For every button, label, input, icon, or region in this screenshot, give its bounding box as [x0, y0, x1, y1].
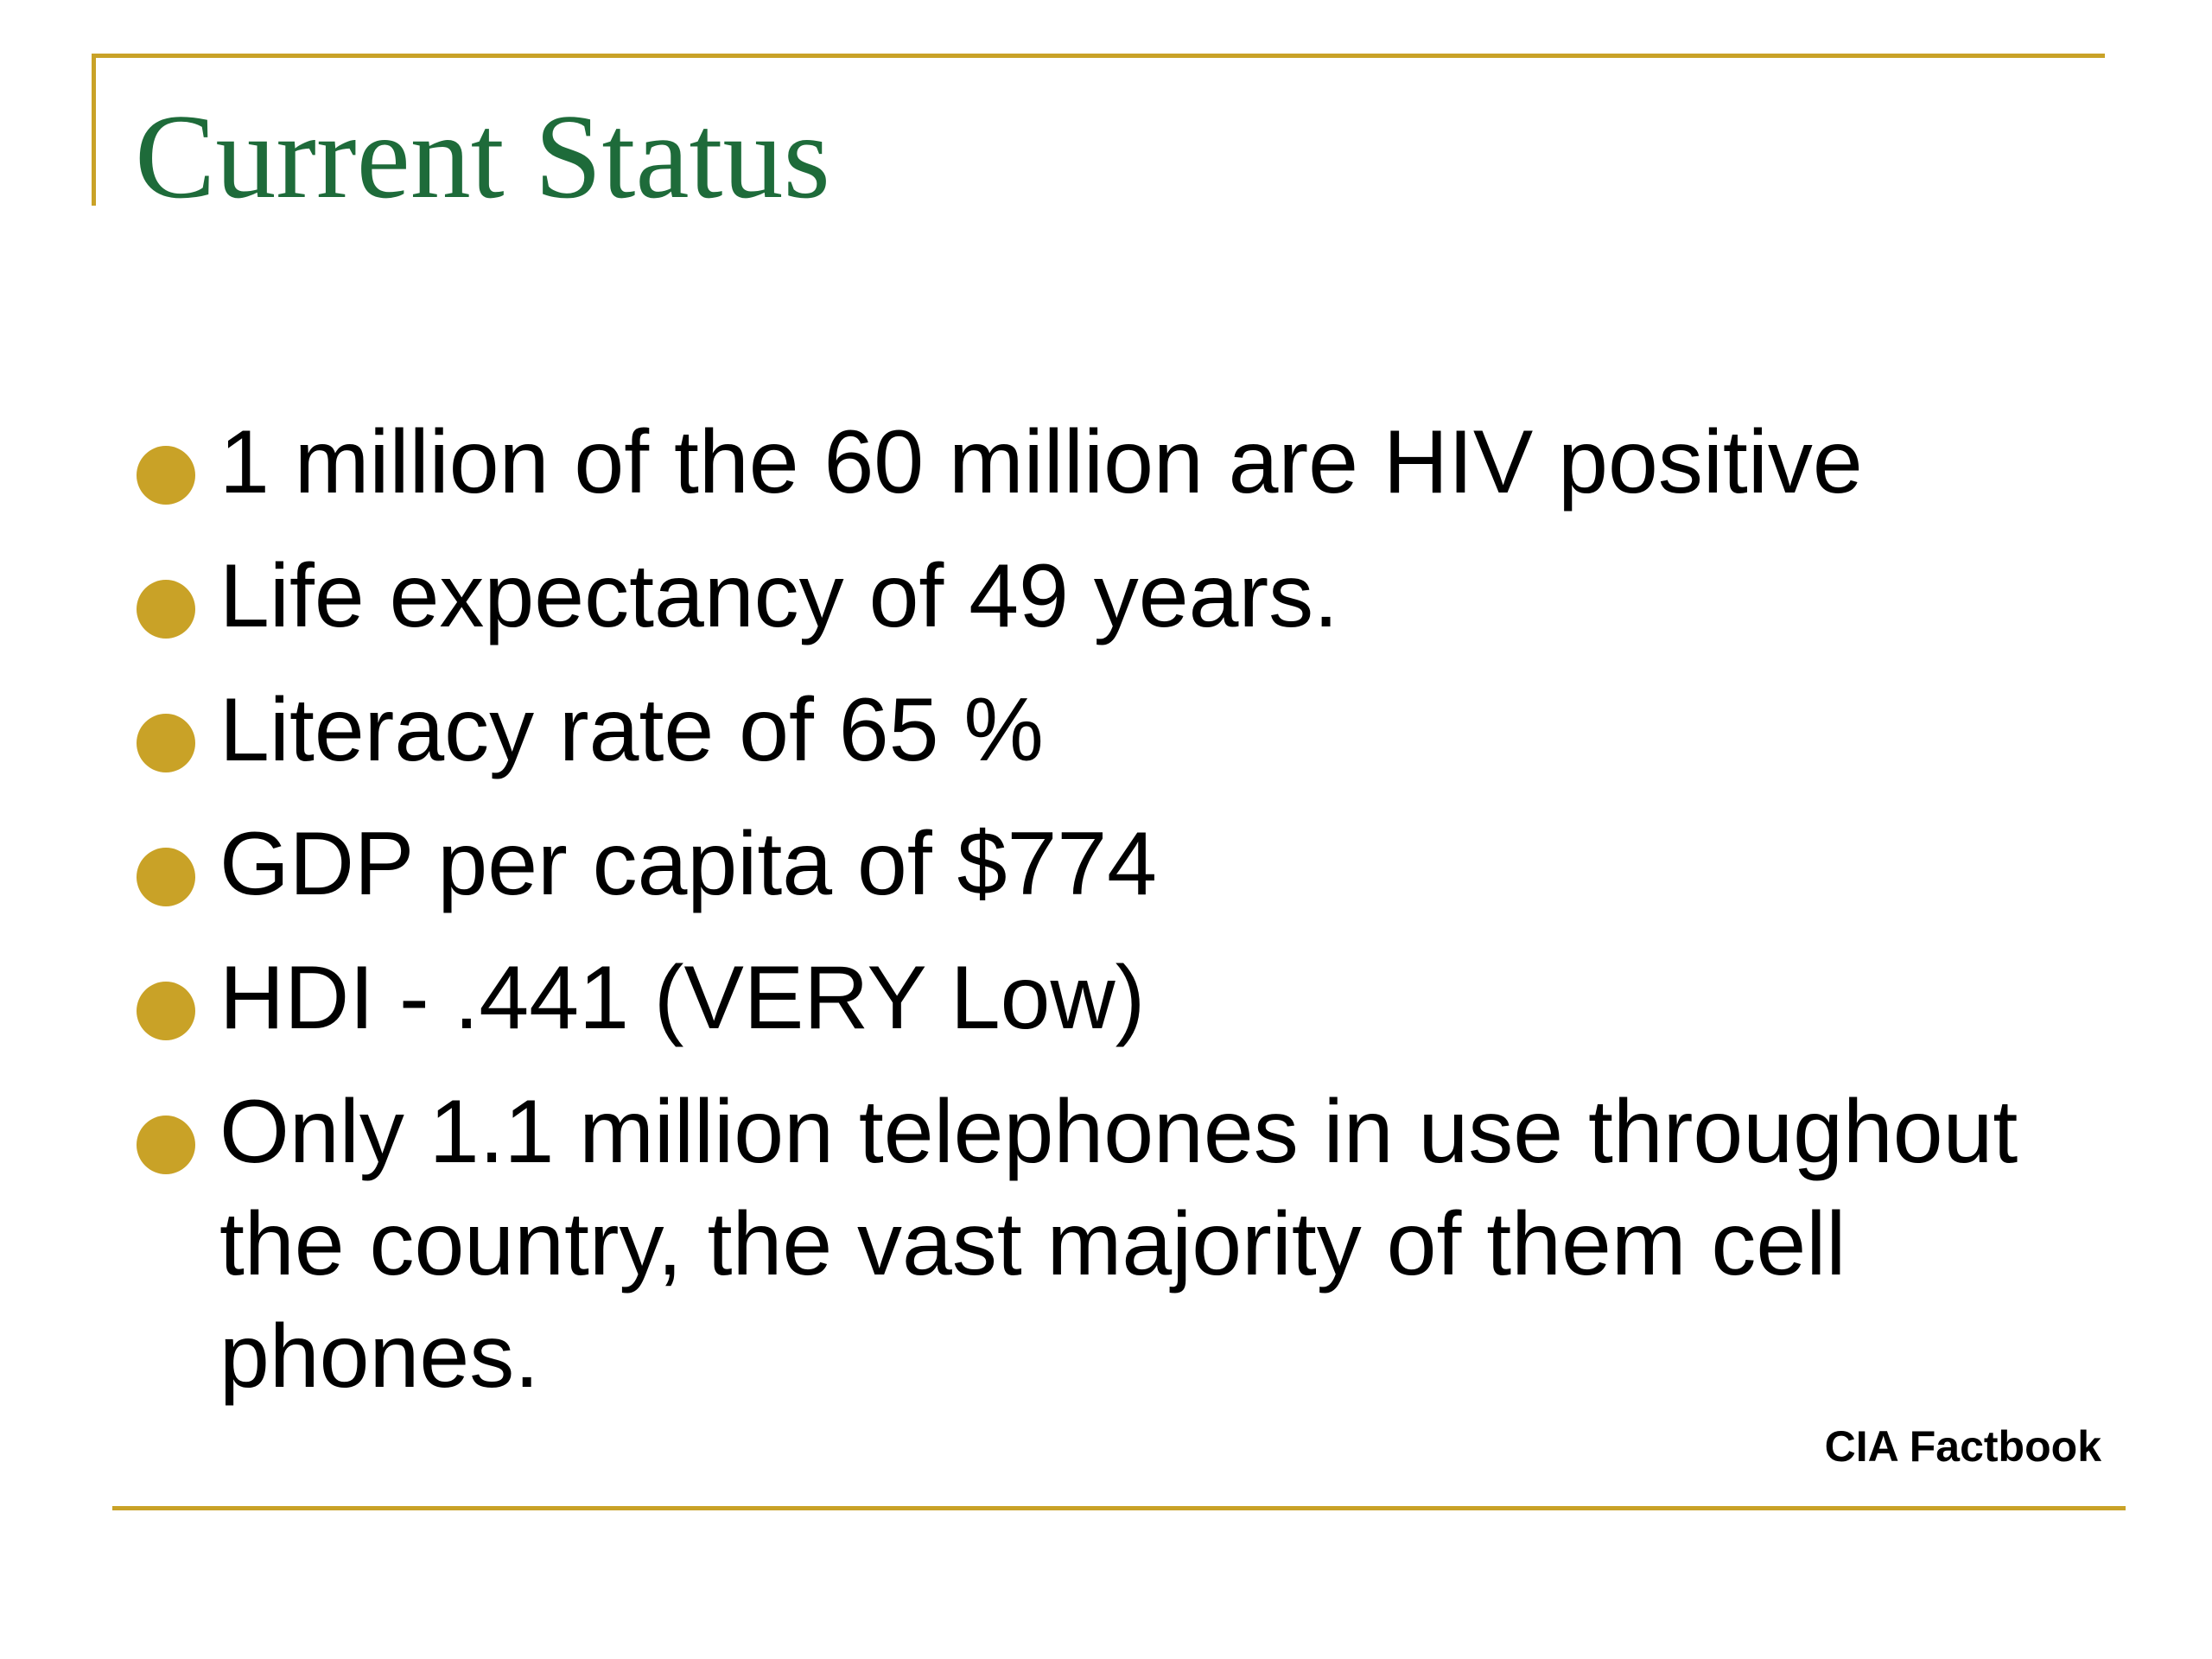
bullet-item-hdi	[130, 942, 2134, 1054]
top-rule	[92, 54, 2105, 58]
bullet-icon	[137, 580, 195, 639]
bullet-text: Literacy rate of 65 %	[219, 680, 1044, 780]
slide-title: Current Status	[135, 90, 830, 224]
bottom-rule	[112, 1506, 2126, 1510]
bullet-list	[130, 406, 2134, 1434]
left-rule	[92, 54, 96, 206]
bullet-icon	[137, 982, 195, 1040]
bullet-icon	[137, 1116, 195, 1174]
source-citation: CIA Factbook	[1824, 1422, 2101, 1471]
bullet-text: 1 million of the 60 million are HIV positive	[219, 412, 1863, 512]
bullet-text: Only 1.1 million telephones in use throughout the country, the vast majority of them cell phones.	[219, 1082, 2018, 1407]
bullet-item-telephones	[130, 1076, 2134, 1413]
bullet-item-gdp	[130, 808, 2134, 920]
bullet-icon	[137, 714, 195, 772]
bullet-item-hiv	[130, 406, 2134, 518]
bullet-text: HDI - .441 (VERY Low)	[219, 948, 1146, 1048]
bullet-item-life-expectancy	[130, 540, 2134, 652]
bullet-text: GDP per capita of $774	[219, 814, 1157, 914]
bullet-text: Life expectancy of 49 years.	[219, 546, 1338, 646]
bullet-icon	[137, 446, 195, 505]
bullet-item-literacy	[130, 674, 2134, 786]
bullet-icon	[137, 848, 195, 906]
